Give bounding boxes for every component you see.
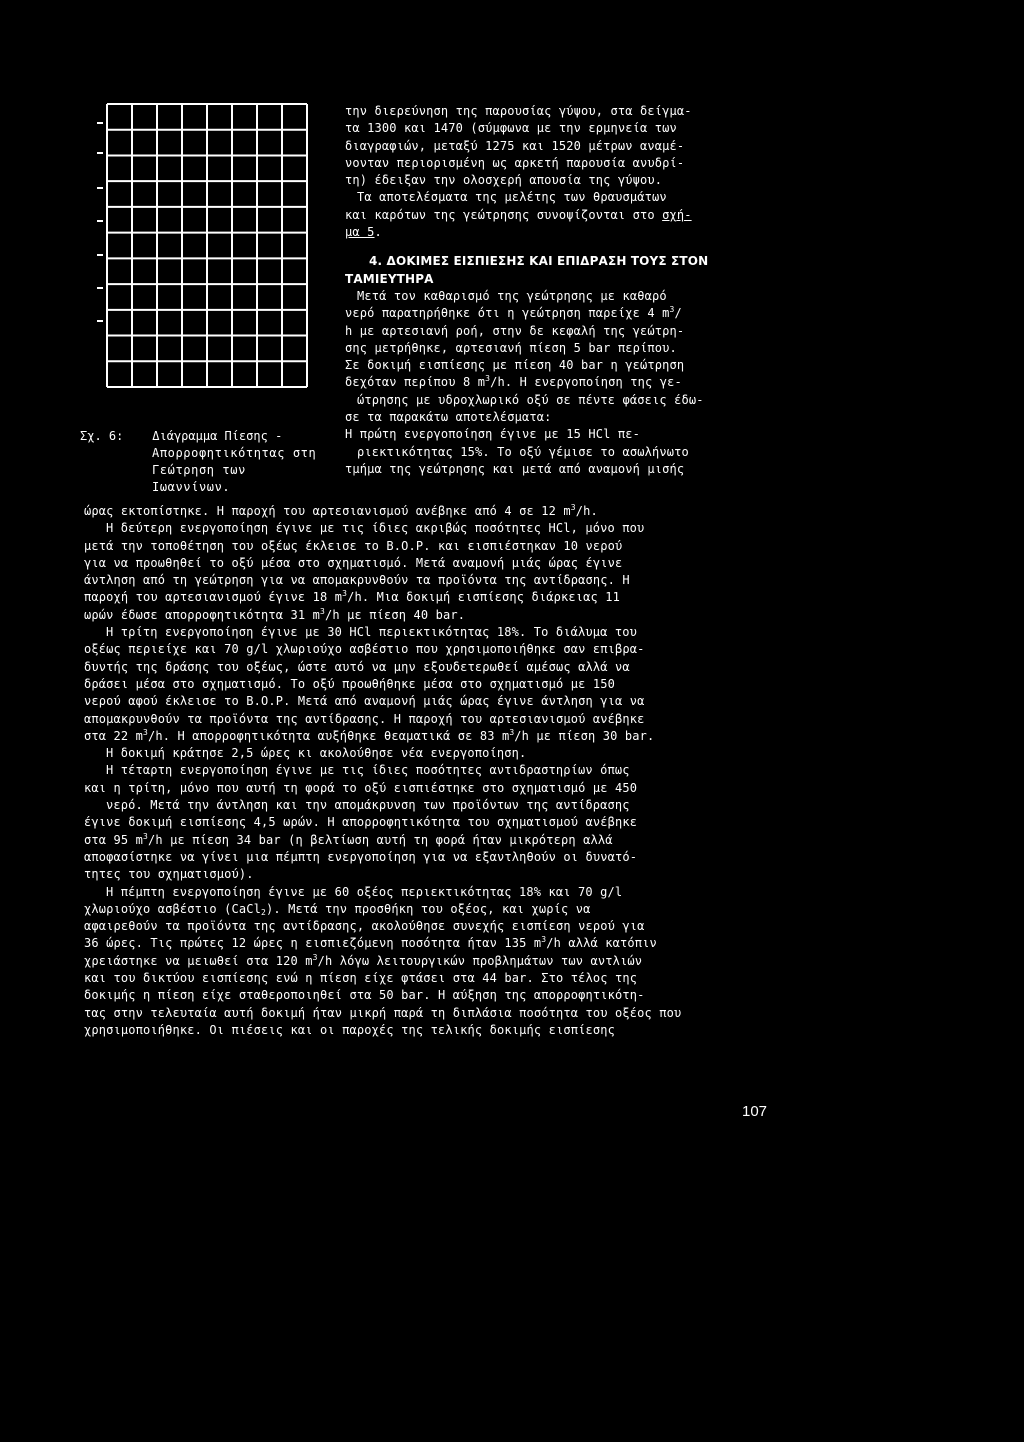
text-line: για να προωθηθεί το οξύ μέσα στο σχηματισμό. Μετά αναμονή μιάς ώρας έγινε — [84, 555, 623, 570]
text-line: σης μετρήθηκε, αρτεσιανή πίεση 5 bar περίπου. — [345, 340, 677, 355]
text-line: μα 5. — [345, 225, 382, 240]
full-width-text — [84, 503, 774, 1039]
text-line: δράσει μέσα στο σχηματισμό. Το οξύ προωθήθηκε μέσα στο σχηματισμό με 150 — [84, 676, 615, 691]
axis-tick — [97, 187, 103, 189]
text-line: αφαιρεθούν τα προϊόντα της αντίδρασης, ακολούθησε συνεχής εισπίεση νερού για — [84, 919, 645, 934]
text-line: τητες του σχηματισμού). — [84, 867, 254, 882]
text-line: νερού αφού έκλεισε το Β.Ο.Ρ. Μετά από αναμονή μιάς ώρας έγινε άντληση για να — [84, 694, 645, 709]
text-line: και η τρίτη, μόνο που αυτή τη φορά το οξύ εισπιέστηκε στο σχηματισμό με 450 — [84, 780, 638, 795]
text-line: ώρας εκτοπίστηκε. Η παροχή του αρτεσιανισμού ανέβηκε από 4 σε 12 $m^3/h$. — [84, 503, 598, 518]
text-line: μετά την τοποθέτηση του οξέως έκλεισε το Β.Ο.Ρ. και εισπιέστηκαν 10 νερού — [84, 538, 623, 553]
text-line: Σε δοκιμή εισπίεσης με πίεση 40 bar η γεώτρηση — [345, 358, 685, 373]
text-line: παροχή του αρτεσιανισμού έγινε 18 $m^3/h$. Μια δοκιμή εισπίεσης διάρκειας 11 — [84, 589, 620, 605]
figure-caption — [80, 428, 330, 496]
axis-tick — [97, 320, 103, 322]
spacer — [345, 241, 765, 253]
text-line: άντληση από τη γεώτρηση για να απομακρυνθούν τα προϊόντα της αντίδρασης. Η — [84, 573, 630, 588]
text-line: αποφασίστηκε να γίνει μια πέμπτη ενεργοποίηση για να εξαντληθούν οι δυνατό- — [84, 849, 638, 864]
text-line: δεχόταν περίπου 8 $m^3/h$. Η ενεργοποίηση της γε- — [345, 374, 682, 390]
text-line: Η τέταρτη ενεργοποίηση έγινε με τις ίδιες ποσότητες αντιδραστηρίων όπως — [106, 763, 630, 778]
text-line: ριεκτικότητας 15%. Το οξύ γέμισε το ασωλήνωτο — [357, 444, 689, 459]
text-line: νερό παρατηρήθηκε ότι η γεώτρηση παρείχε 4 $m^3/$ — [345, 305, 682, 321]
text-line: σε τα παρακάτω αποτελέσματα: — [345, 410, 552, 425]
caption-rest: Απορροφητικότητας στη Γεώτρηση των Ιωαννίνων. — [152, 446, 317, 494]
text-line: τας στην τελευταία αυτή δοκιμή ήταν μικρή παρά τη διπλάσια ποσότητα του οξέος που — [84, 1005, 682, 1020]
text-line: οξέως περιείχε και 70 g/l χλωριούχο ασβέστιο που χρησιμοποιήθηκε σαν επιβρα- — [84, 642, 645, 657]
axis-tick — [97, 152, 103, 154]
text-line: Η δοκιμή κράτησε 2,5 ώρες κι ακολούθησε νέα ενεργοποίηση. — [106, 746, 527, 761]
text-line: νονταν περιορισμένη ως αρκετή παρουσία ανυδρί- — [345, 155, 685, 170]
text-line: δοκιμής η πίεση είχε σταθεροποιηθεί στα 50 bar. Η αύξηση της απορροφητικότη- — [84, 988, 645, 1003]
text-line: νερό. Μετά την άντληση και την απομάκρυνση των προϊόντων της αντίδρασης — [106, 798, 630, 813]
section-heading: 4. ΔΟΚΙΜΕΣ ΕΙΣΠΙΕΣΗΣ ΚΑΙ ΕΠΙΔΡΑΣΗ ΤΟΥΣ ΣΤΟΝ — [369, 254, 709, 269]
figure-reference: μα 5 — [345, 225, 375, 240]
text-line: στα 95 $m^3/h$ με πίεση 34 bar (η βελτίωση αυτή τη φορά ήταν μικρότερη αλλά — [84, 831, 613, 847]
text-line: Τα αποτελέσματα της μελέτης των θραυσμάτων — [357, 190, 667, 205]
text-line: Η τρίτη ενεργοποίηση έγινε με 30 HCl περιεκτικότητας 18%. Το διάλυμα του — [106, 625, 637, 640]
text-line: την διερεύνηση της παρουσίας γύψου, στα δείγμα- — [345, 104, 692, 118]
page-number: 107 — [742, 1103, 768, 1120]
text-line: 36 ώρες. Τις πρώτες 12 ώρες η εισπιεζόμενη ποσότητα ήταν 135 $m^3/h$ αλλά κατόπιν — [84, 935, 657, 951]
text-line: έγινε δοκιμή εισπίεσης 4,5 ωρών. Η απορροφητικότητα του σχηματισμού ανέβηκε — [84, 815, 638, 830]
text-line: χρειάστηκε να μειωθεί στα 120 $m^3/h$ λόγω λειτουργικών προβλημάτων των αντλιών — [84, 952, 643, 968]
text-line: h με αρτεσιανή ροή, στην δε κεφαλή της γεώτρη- — [345, 323, 685, 338]
section-heading-cont: ΤΑΜΙΕΥΤΗΡΑ — [345, 271, 434, 286]
caption-title: Διάγραμμα Πίεσης - — [152, 429, 283, 443]
text-line: δυντής της δράσης του οξέως, ώστε αυτό να μην εξουδετερωθεί αμέσως αλλά να — [84, 659, 630, 674]
section-body — [345, 288, 765, 478]
text-line: χρησιμοποιήθηκε. Οι πιέσεις και οι παροχές της τελικής δοκιμής εισπίεσης — [84, 1022, 615, 1037]
axis-tick — [97, 254, 103, 256]
text-line: Μετά τον καθαρισμό της γεώτρησης με καθαρό — [357, 288, 667, 303]
text-line: απομακρυνθούν τα προϊόντα της αντίδρασης. Η παροχή του αρτεσιανισμού ανέβηκε — [84, 711, 645, 726]
grid-lines — [97, 102, 317, 402]
text-line: ώτρησης με υδροχλωρικό οξύ σε πέντε φάσεις έδω- — [357, 392, 704, 407]
text-line: διαγραφιών, μεταξύ 1275 και 1520 μέτρων αναμέ- — [345, 138, 685, 153]
text-line: τα 1300 και 1470 (σύμφωνα με την ερμηνεία των — [345, 121, 677, 136]
text-line: τη) έδειξαν την ολοσχερή απουσία της γύψου. — [345, 173, 663, 188]
right-column-text — [345, 103, 765, 478]
text-line: Η πρώτη ενεργοποίηση έγινε με 15 HCl πε- — [345, 427, 640, 442]
axis-tick — [97, 287, 103, 289]
text-line: Η δεύτερη ενεργοποίηση έγινε με τις ίδιες ακριβώς ποσότητες HCl, μόνο που — [106, 521, 645, 536]
text-line: τμήμα της γεώτρησης και μετά από αναμονή μισής — [345, 461, 685, 476]
text-line: στα 22 $m^3/h$. Η απορροφητικότητα αυξήθηκε θεαματικά σε 83 $m^3/h$ με πίεση 30 bar. — [84, 727, 655, 743]
axis-tick — [97, 122, 103, 124]
figure-reference: σχή- — [662, 207, 692, 222]
text-line: και του δικτύου εισπίεσης ενώ η πίεση είχε φτάσει στα 44 bar. Στο τέλος της — [84, 971, 638, 986]
text-line: Η πέμπτη ενεργοποίηση έγινε με 60 οξέος περιεκτικότητας 18% και 70 g/l — [106, 884, 623, 899]
axis-tick — [97, 220, 103, 222]
text-line: χλωριούχο ασβέστιο (CaCl$_2$). Μετά την προσθήκη του οξέος, και χωρίς να — [84, 901, 591, 917]
pressure-diagram-grid — [97, 102, 317, 402]
caption-label: Σχ. 6: — [80, 429, 124, 443]
text-line: ωρών έδωσε απορροφητικότητα 31 $m^3/h$ με πίεση 40 bar. — [84, 606, 466, 622]
text-line: και καρότων της γεώτρησης συνοψίζονται στο σχή- — [345, 207, 692, 222]
